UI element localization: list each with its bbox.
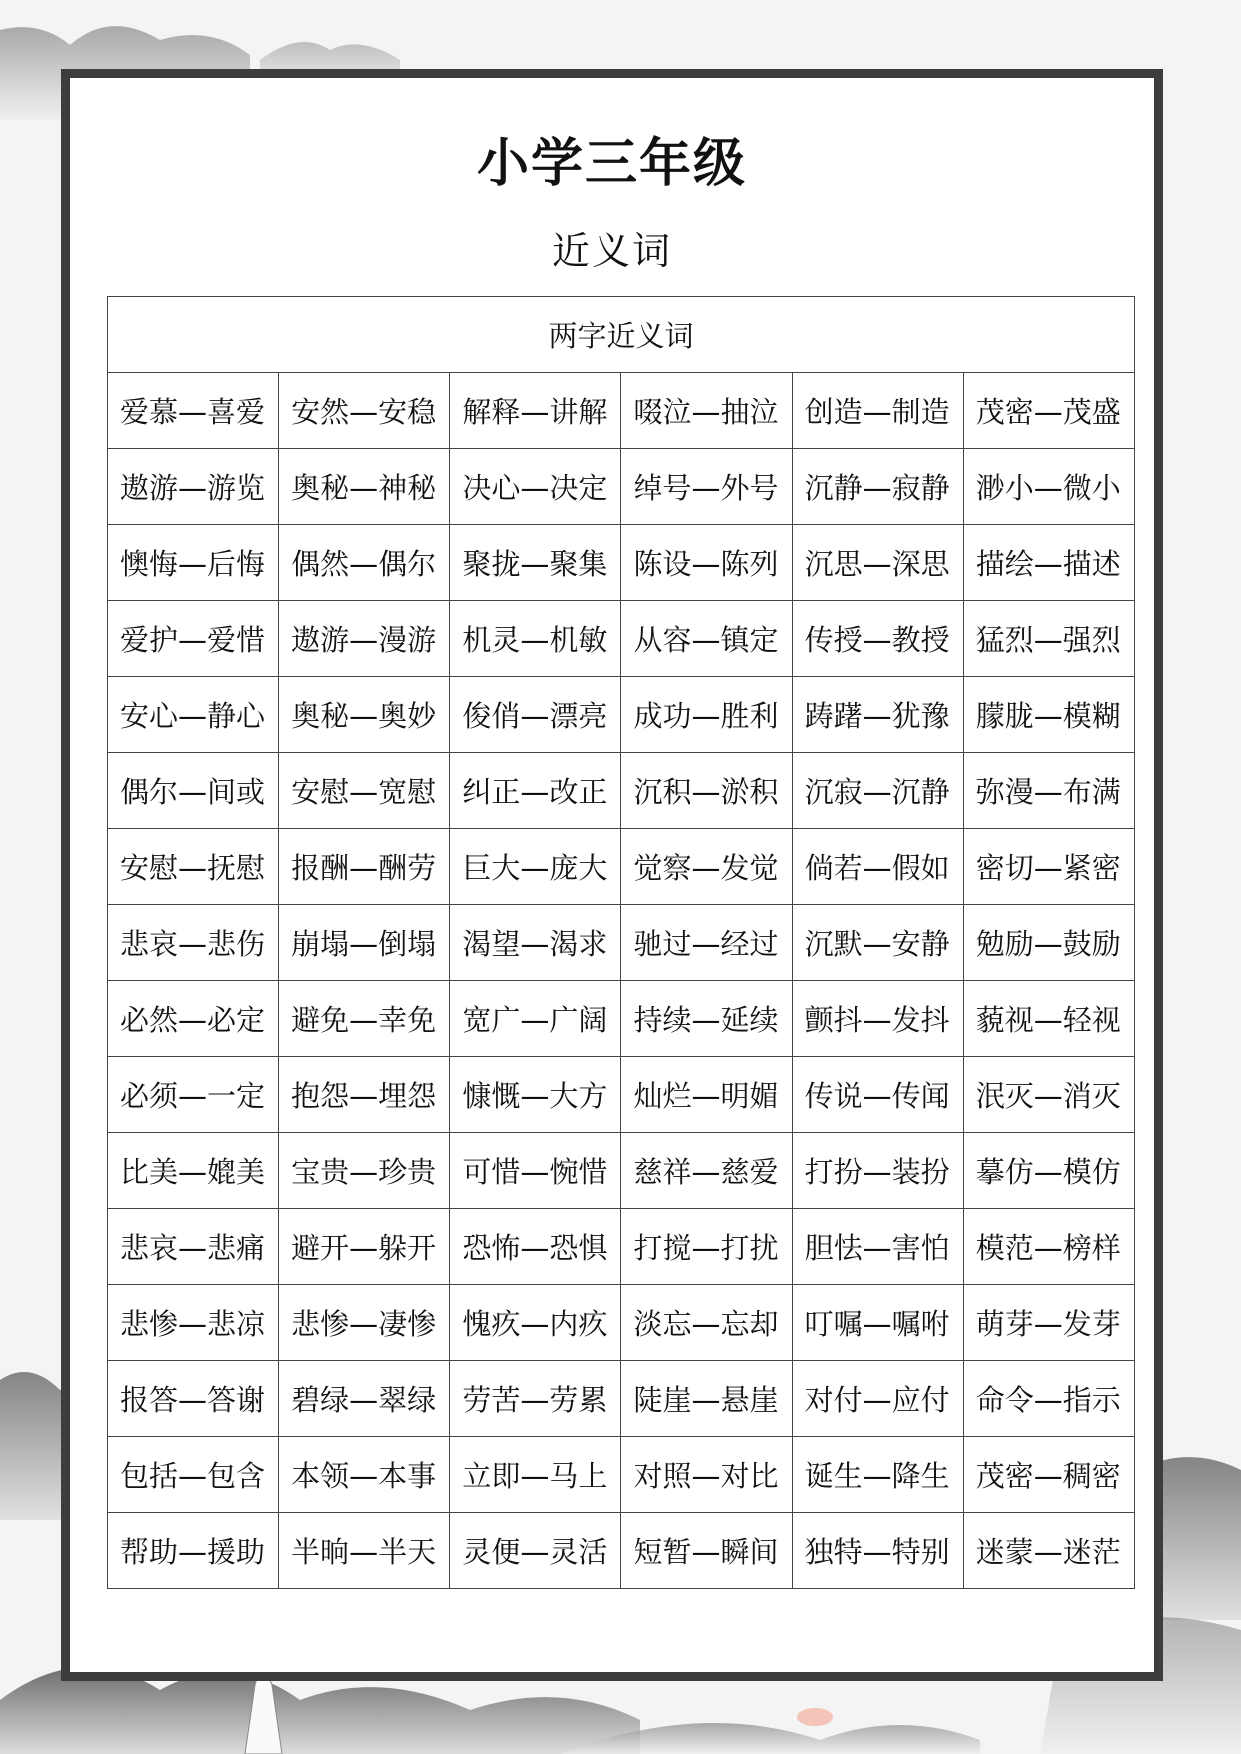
synonym-pair-cell: 爱慕—喜爱	[108, 373, 279, 449]
synonym-pair-cell: 偶然—偶尔	[279, 525, 450, 601]
synonym-pair-cell: 茂密—茂盛	[963, 373, 1134, 449]
synonym-pair-cell: 陈设—陈列	[621, 525, 792, 601]
synonym-pair-cell: 机灵—机敏	[450, 601, 621, 677]
synonym-pair-cell: 萌芽—发芽	[963, 1285, 1134, 1361]
synonym-pair-cell: 劳苦—劳累	[450, 1361, 621, 1437]
synonym-pair-cell: 踌躇—犹豫	[792, 677, 963, 753]
synonym-pair-cell: 传说—传闻	[792, 1057, 963, 1133]
synonym-pair-cell: 立即—马上	[450, 1437, 621, 1513]
synonym-pair-cell: 包括—包含	[108, 1437, 279, 1513]
synonym-pair-cell: 诞生—降生	[792, 1437, 963, 1513]
synonym-pair-cell: 创造—制造	[792, 373, 963, 449]
synonym-pair-cell: 懊悔—后悔	[108, 525, 279, 601]
synonym-pair-cell: 帮助—援助	[108, 1513, 279, 1589]
synonym-pair-cell: 慈祥—慈爱	[621, 1133, 792, 1209]
synonym-pair-cell: 成功—胜利	[621, 677, 792, 753]
table-row	[108, 1513, 1135, 1589]
table-row	[108, 449, 1135, 525]
synonym-pair-cell: 命令—指示	[963, 1361, 1134, 1437]
synonym-pair-cell: 抱怨—埋怨	[279, 1057, 450, 1133]
table-row	[108, 1285, 1135, 1361]
synonym-pair-cell: 安心—静心	[108, 677, 279, 753]
synonym-pair-cell: 对付—应付	[792, 1361, 963, 1437]
synonym-pair-cell: 持续—延续	[621, 981, 792, 1057]
synonym-pair-cell: 偶尔—间或	[108, 753, 279, 829]
synonym-pair-cell: 纠正—改正	[450, 753, 621, 829]
synonym-pair-cell: 叮嘱—嘱咐	[792, 1285, 963, 1361]
table-row	[108, 525, 1135, 601]
synonym-pair-cell: 短暂—瞬间	[621, 1513, 792, 1589]
synonym-pair-cell: 啜泣—抽泣	[621, 373, 792, 449]
table-row	[108, 373, 1135, 449]
synonym-pair-cell: 迷蒙—迷茫	[963, 1513, 1134, 1589]
synonym-pair-cell: 避开—躲开	[279, 1209, 450, 1285]
synonym-pair-cell: 遨游—游览	[108, 449, 279, 525]
synonym-pair-cell: 打扮—装扮	[792, 1133, 963, 1209]
synonym-pair-cell: 安慰—宽慰	[279, 753, 450, 829]
synonym-pair-cell: 传授—教授	[792, 601, 963, 677]
synonym-pair-cell: 聚拢—聚集	[450, 525, 621, 601]
synonym-pair-cell: 安然—安稳	[279, 373, 450, 449]
synonym-pair-cell: 绰号—外号	[621, 449, 792, 525]
synonym-pair-cell: 弥漫—布满	[963, 753, 1134, 829]
page-subtitle: 近义词	[551, 229, 672, 273]
synonym-pair-cell: 悲惨—凄惨	[279, 1285, 450, 1361]
synonym-pair-cell: 比美—媲美	[108, 1133, 279, 1209]
synonym-pair-cell: 碧绿—翠绿	[279, 1361, 450, 1437]
synonym-pair-cell: 解释—讲解	[450, 373, 621, 449]
synonym-pair-cell: 打搅—打扰	[621, 1209, 792, 1285]
synonym-pair-cell: 朦胧—模糊	[963, 677, 1134, 753]
table-row	[108, 677, 1135, 753]
synonym-pair-cell: 模范—榜样	[963, 1209, 1134, 1285]
synonym-pair-cell: 灵便—灵活	[450, 1513, 621, 1589]
synonym-pair-cell: 报酬—酬劳	[279, 829, 450, 905]
synonym-pair-cell: 灿烂—明媚	[621, 1057, 792, 1133]
synonym-pair-cell: 俊俏—漂亮	[450, 677, 621, 753]
synonym-pair-cell: 驰过—经过	[621, 905, 792, 981]
synonym-pair-cell: 茂密—稠密	[963, 1437, 1134, 1513]
synonym-pair-cell: 从容—镇定	[621, 601, 792, 677]
table-row	[108, 1209, 1135, 1285]
synonym-pair-cell: 恐怖—恐惧	[450, 1209, 621, 1285]
synonym-pair-cell: 独特—特别	[792, 1513, 963, 1589]
synonym-pair-cell: 藐视—轻视	[963, 981, 1134, 1057]
synonym-pair-cell: 可惜—惋惜	[450, 1133, 621, 1209]
synonyms-table	[107, 296, 1135, 1589]
synonym-pair-cell: 胆怯—害怕	[792, 1209, 963, 1285]
synonym-pair-cell: 悲惨—悲凉	[108, 1285, 279, 1361]
synonym-pair-cell: 崩塌—倒塌	[279, 905, 450, 981]
synonym-pair-cell: 安慰—抚慰	[108, 829, 279, 905]
table-row	[108, 829, 1135, 905]
document-frame	[61, 69, 1163, 1681]
synonym-pair-cell: 避免—幸免	[279, 981, 450, 1057]
table-row	[108, 1057, 1135, 1133]
synonym-pair-cell: 对照—对比	[621, 1437, 792, 1513]
table-row	[108, 1437, 1135, 1513]
synonym-pair-cell: 愧疚—内疚	[450, 1285, 621, 1361]
synonym-pair-cell: 沉默—安静	[792, 905, 963, 981]
synonym-pair-cell: 宽广—广阔	[450, 981, 621, 1057]
synonym-pair-cell: 本领—本事	[279, 1437, 450, 1513]
synonym-pair-cell: 渴望—渴求	[450, 905, 621, 981]
synonym-pair-cell: 爱护—爱惜	[108, 601, 279, 677]
synonym-pair-cell: 密切—紧密	[963, 829, 1134, 905]
table-row	[108, 981, 1135, 1057]
synonym-pair-cell: 慷慨—大方	[450, 1057, 621, 1133]
synonym-pair-cell: 泯灭—消灭	[963, 1057, 1134, 1133]
synonym-pair-cell: 颤抖—发抖	[792, 981, 963, 1057]
synonym-pair-cell: 淡忘—忘却	[621, 1285, 792, 1361]
synonym-pair-cell: 必须—一定	[108, 1057, 279, 1133]
synonym-pair-cell: 摹仿—模仿	[963, 1133, 1134, 1209]
synonym-pair-cell: 陡崖—悬崖	[621, 1361, 792, 1437]
table-row	[108, 601, 1135, 677]
synonym-pair-cell: 报答—答谢	[108, 1361, 279, 1437]
page-title: 小学三年级	[476, 134, 747, 194]
table-row	[108, 1133, 1135, 1209]
synonym-pair-cell: 沉积—淤积	[621, 753, 792, 829]
synonym-pair-cell: 悲哀—悲伤	[108, 905, 279, 981]
synonym-pair-cell: 巨大—庞大	[450, 829, 621, 905]
synonym-pair-cell: 悲哀—悲痛	[108, 1209, 279, 1285]
synonym-pair-cell: 勉励—鼓励	[963, 905, 1134, 981]
synonym-pair-cell: 描绘—描述	[963, 525, 1134, 601]
synonym-pair-cell: 倘若—假如	[792, 829, 963, 905]
synonym-pair-cell: 半晌—半天	[279, 1513, 450, 1589]
synonym-pair-cell: 觉察—发觉	[621, 829, 792, 905]
synonym-pair-cell: 奥秘—神秘	[279, 449, 450, 525]
synonym-pair-cell: 遨游—漫游	[279, 601, 450, 677]
synonym-pair-cell: 沉静—寂静	[792, 449, 963, 525]
synonym-pair-cell: 沉思—深思	[792, 525, 963, 601]
synonym-pair-cell: 必然—必定	[108, 981, 279, 1057]
synonym-pair-cell: 奥秘—奥妙	[279, 677, 450, 753]
synonym-pair-cell: 决心—决定	[450, 449, 621, 525]
table-header: 两字近义词	[108, 297, 1135, 373]
synonym-pair-cell: 宝贵—珍贵	[279, 1133, 450, 1209]
table-row	[108, 1361, 1135, 1437]
table-row	[108, 753, 1135, 829]
table-body	[108, 373, 1135, 1589]
synonym-pair-cell: 猛烈—强烈	[963, 601, 1134, 677]
table-row	[108, 905, 1135, 981]
synonym-pair-cell: 渺小—微小	[963, 449, 1134, 525]
synonym-pair-cell: 沉寂—沉静	[792, 753, 963, 829]
